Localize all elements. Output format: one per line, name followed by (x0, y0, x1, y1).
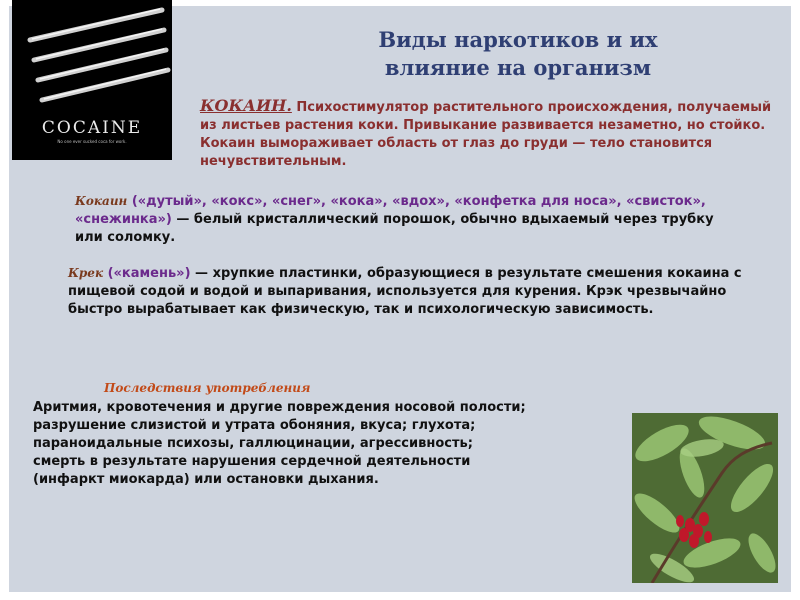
consequence-line: параноидальные психозы, галлюцинации, агрессивность; (33, 436, 473, 451)
coca-plant-image (632, 413, 778, 583)
consequence-line: Аритмия, кровотечения и другие повреждения носовой полости; (33, 400, 526, 415)
consequence-line: смерть в результате нарушения сердечной деятельности (33, 454, 471, 469)
cocaine-names (75, 192, 715, 247)
cocaine-keyword: КОКАИН. (200, 96, 292, 115)
cocaine-photo (12, 0, 172, 160)
cocaine-slang-names: («дутый», «кокс», «снег», «кока», «вдох», «конфетка для носа», «свисток», «снежинка») (75, 194, 706, 227)
page-title (318, 26, 718, 82)
crack-text: — хрупкие пластинки, образующиеся в результате смешения кокаина с пищевой содой и водой и выпаривания, используется для курения. Крэк чрезвычайно быстро вырабатывает как физическую, так и психологическую зависимость. (68, 266, 742, 317)
coca-plant-photo (632, 413, 778, 583)
cocaine-intro (200, 97, 790, 171)
consequence-line: (инфаркт миокарда) или остановки дыхания. (33, 472, 379, 487)
title-line-2: влияние на организм (384, 55, 652, 80)
photo-caption: COCAINE (41, 118, 143, 138)
photo-tagline: No one ever sucked coca for work. (57, 139, 127, 144)
crack-slang: («камень») (103, 266, 191, 281)
crack-description (68, 264, 778, 319)
consequence-line: разрушение слизистой и утрата обоняния, вкуса; глухота; (33, 418, 476, 433)
cocaine-intro-text: Психостимулятор растительного происхождения, получаемый из листьев растения коки. Привыкание развивается незаметно, но стойко. Кокаин вымораживает область от глаз до груди — тело становится нечувствительным. (200, 100, 772, 169)
title-line-1: Виды наркотиков и их (378, 27, 658, 52)
crack-lead: Крек (68, 266, 104, 280)
cocaine-names-text: — белый кристаллический порошок, обычно вдыхаемый через трубку или соломку. (75, 212, 714, 245)
consequences-heading: Последствия употребления (104, 381, 311, 395)
consequences-list (33, 399, 633, 489)
cocaine-names-lead: Кокаин (75, 194, 128, 208)
cocaine-lines-image (12, 0, 172, 110)
